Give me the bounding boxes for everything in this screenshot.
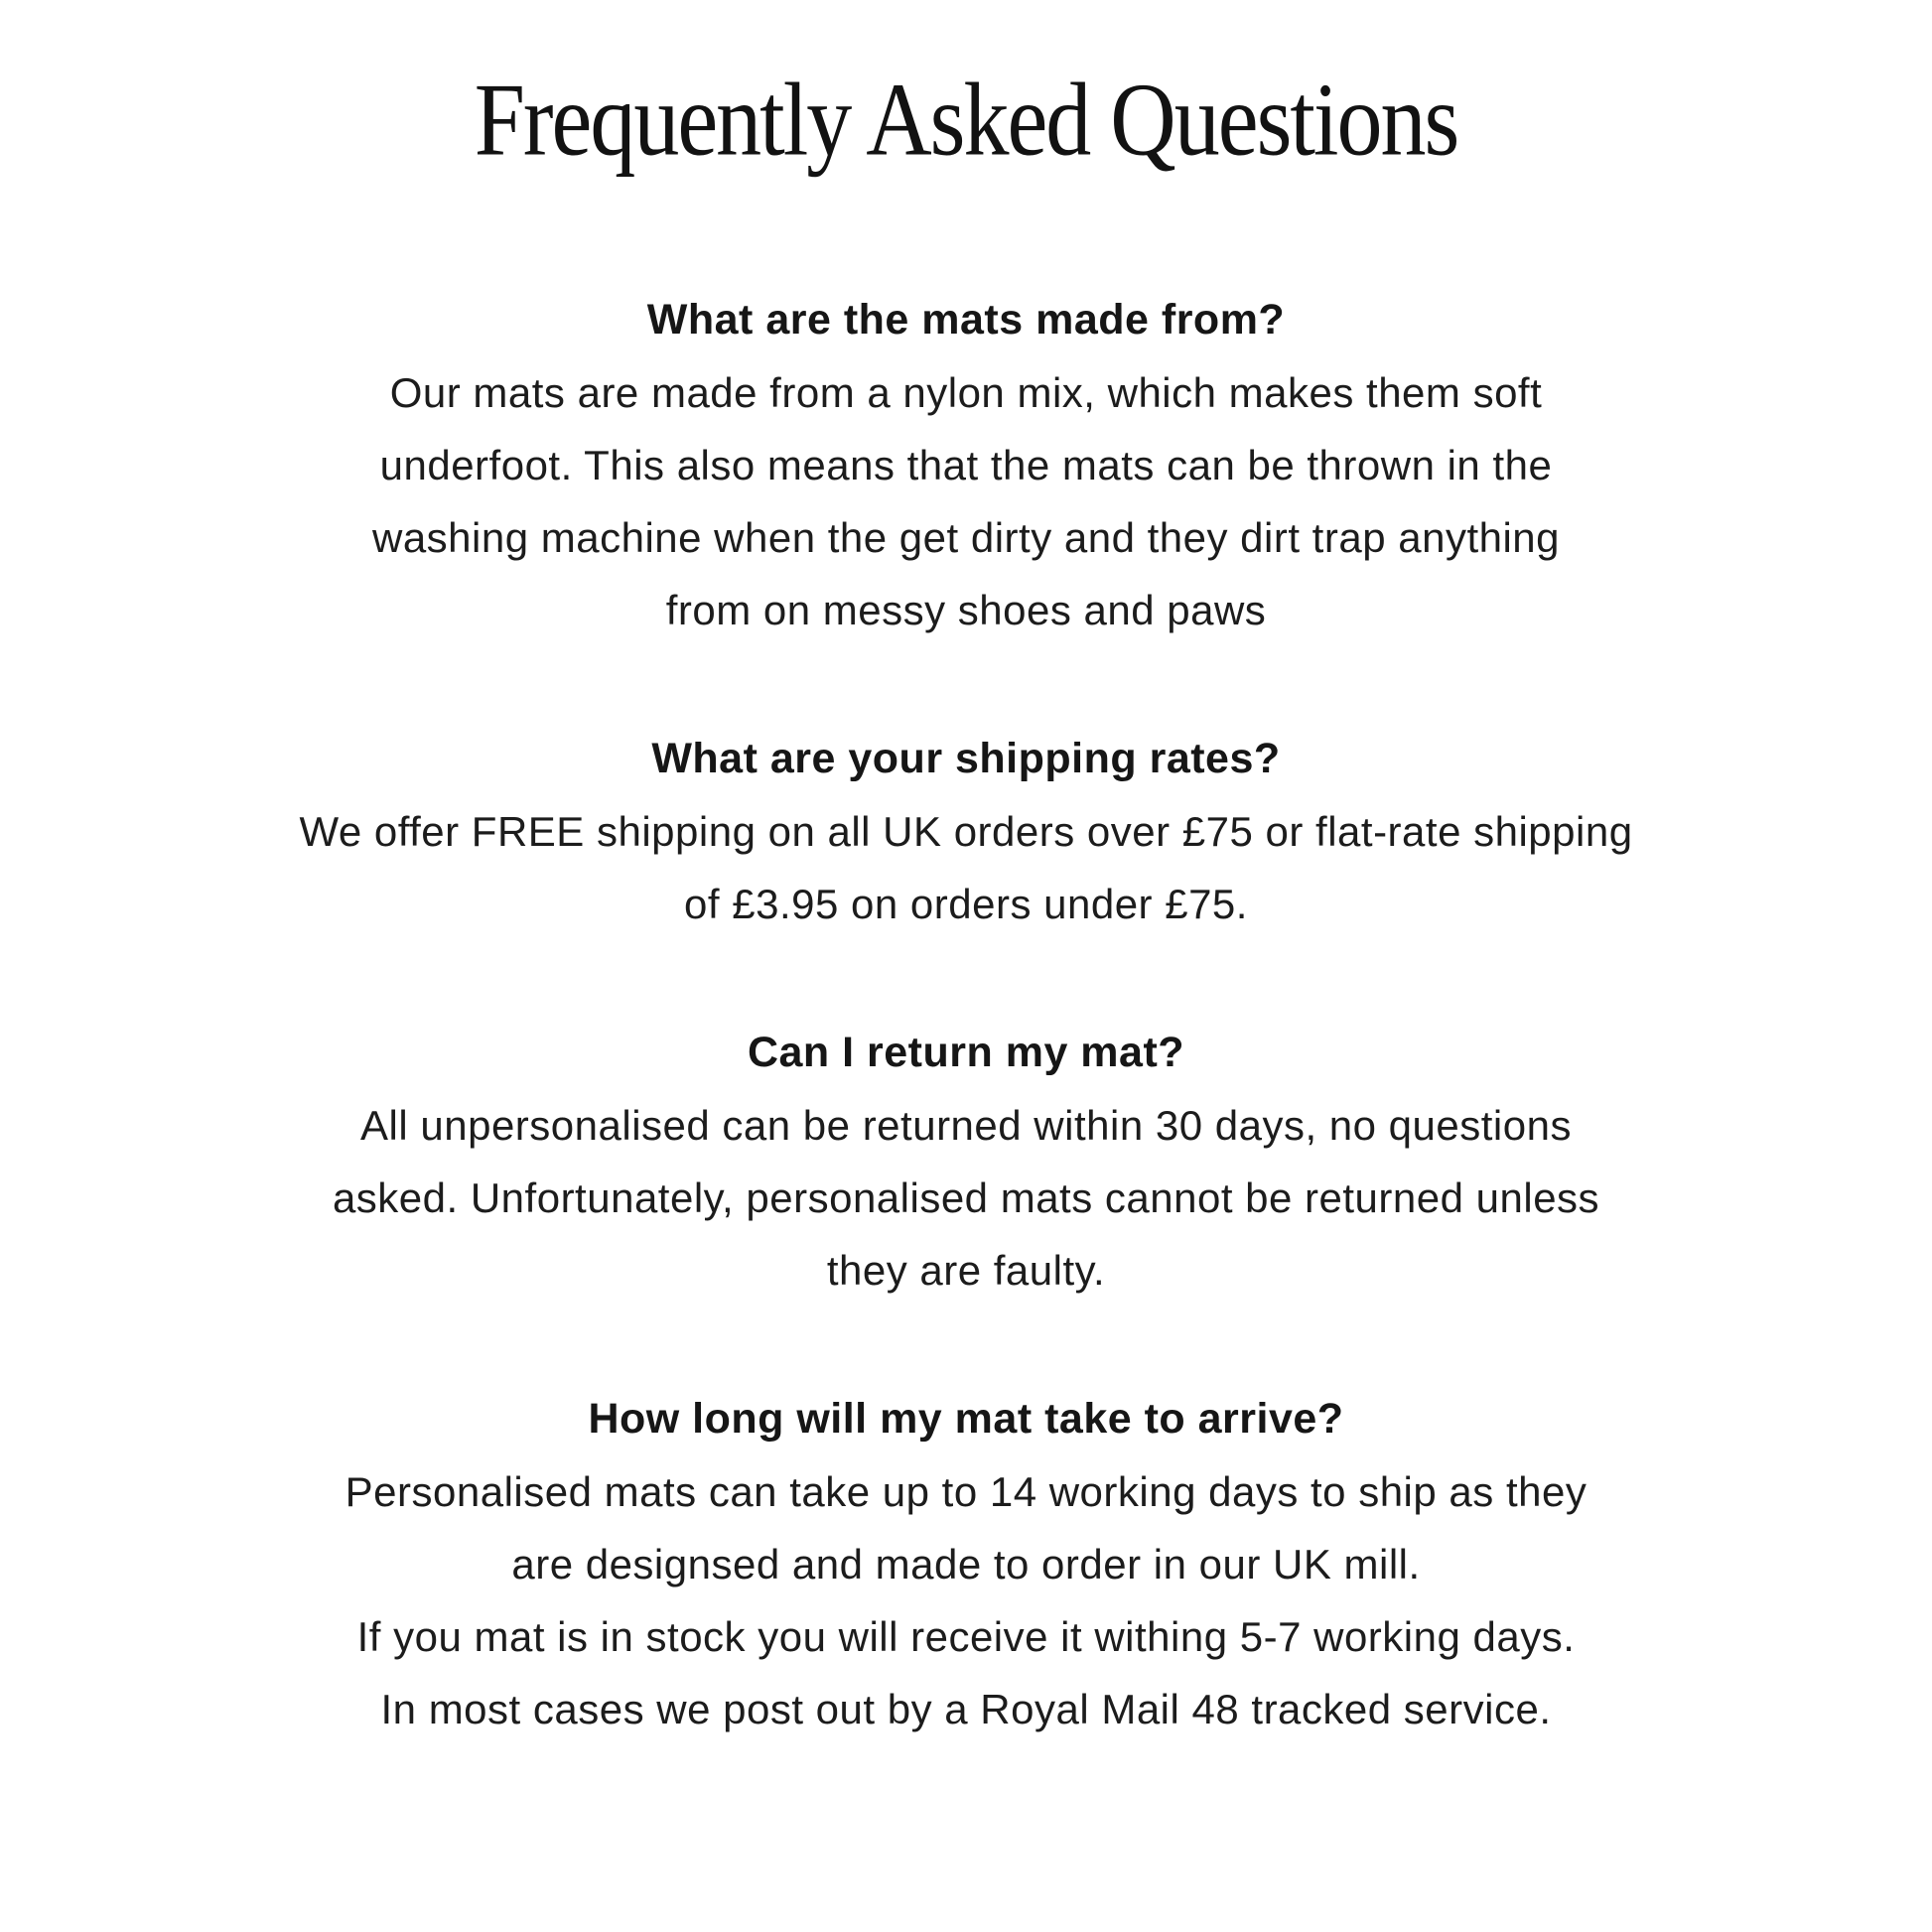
faq-answer-line: Personalised mats can take up to 14 working days to ship as they: [345, 1468, 1587, 1515]
faq-answer-line: If you mat is in stock you will receive it withing 5-7 working days.: [356, 1613, 1576, 1660]
faq-answer: [72, 795, 1860, 940]
faq-item: [72, 1383, 1860, 1745]
faq-list: [72, 284, 1860, 1745]
faq-answer-line: asked. Unfortunately, personalised mats cannot be returned unless: [332, 1174, 1600, 1221]
faq-answer-line: All unpersonalised can be returned within 30 days, no questions: [360, 1102, 1572, 1149]
faq-question: What are the mats made from?: [646, 296, 1286, 344]
faq-item: [72, 284, 1860, 646]
faq-answer: [72, 356, 1860, 646]
faq-question: What are your shipping rates?: [651, 735, 1281, 782]
faq-item: [72, 723, 1860, 940]
faq-answer-line: Our mats are made from a nylon mix, which makes them soft: [389, 369, 1543, 416]
faq-question: Can I return my mat?: [747, 1029, 1185, 1076]
faq-answer-line: We offer FREE shipping on all UK orders over £75 or flat-rate shipping: [299, 808, 1633, 855]
page-title: Frequently Asked Questions: [474, 61, 1458, 178]
faq-answer-line: are designsed and made to order in our UK mill.: [511, 1541, 1421, 1587]
faq-answer-line: In most cases we post out by a Royal Mail 48 tracked service.: [380, 1686, 1552, 1732]
faq-item: [72, 1017, 1860, 1307]
faq-answer: [72, 1089, 1860, 1307]
faq-answer-line: they are faulty.: [826, 1247, 1106, 1294]
faq-answer-line: from on messy shoes and paws: [665, 587, 1267, 633]
faq-answer: [72, 1455, 1860, 1745]
faq-answer-line: of £3.95 on orders under £75.: [684, 881, 1248, 927]
faq-answer-line: washing machine when the get dirty and they dirt trap anything: [371, 514, 1561, 561]
faq-question: How long will my mat take to arrive?: [588, 1395, 1344, 1443]
faq-answer-line: underfoot. This also means that the mats can be thrown in the: [379, 442, 1553, 488]
